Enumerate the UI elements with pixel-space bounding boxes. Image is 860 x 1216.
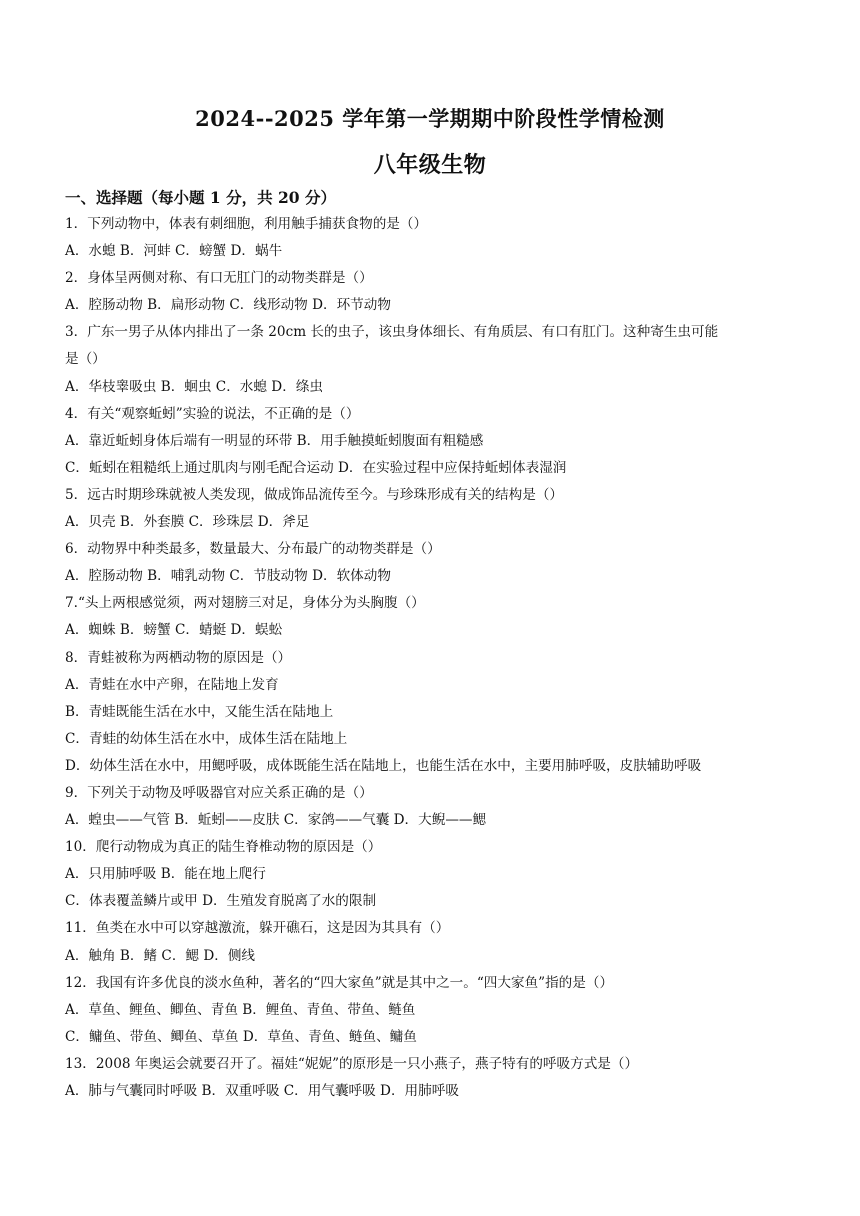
question-text: 3．广东一男子从体内排出了一条 20cm 长的虫子，该虫身体细长、有角质层、有口有肛门。这种寄生虫可能 bbox=[65, 324, 719, 341]
question-text: 8．青蛙被称为两栖动物的原因是（） bbox=[65, 649, 292, 666]
question-text: 2．身体呈两侧对称、有口无肛门的动物类群是（） bbox=[65, 270, 373, 287]
question-text: 12．我国有许多优良的淡水鱼种，著名的“四大家鱼”就是其中之一。“四大家鱼”指的是（） bbox=[65, 974, 614, 991]
answer-options: C．蚯蚓在粗糙纸上通过肌肉与刚毛配合运动 D．在实验过程中应保持蚯蚓体表湿润 bbox=[65, 459, 567, 476]
question-text: 11．鱼类在水中可以穿越激流，躲开礁石，这是因为其具有（） bbox=[65, 920, 450, 937]
answer-options: A．靠近蚯蚓身体后端有一明显的环带 B．用手触摸蚯蚓腹面有粗糙感 bbox=[65, 432, 484, 449]
answer-option: D．幼体生活在水中，用鳃呼吸，成体既能生活在陆地上，也能生活在水中，主要用肺呼吸，皮肤辅助呼吸 bbox=[65, 757, 702, 774]
answer-option: B．青蛙既能生活在水中，又能生活在陆地上 bbox=[65, 703, 334, 720]
answer-options: A．肺与气囊同时呼吸 B．双重呼吸 C．用气囊呼吸 D．用肺呼吸 bbox=[65, 1083, 459, 1099]
answer-option: C．青蛙的幼体生活在水中，成体生活在陆地上 bbox=[65, 730, 348, 747]
answer-options: A．蝗虫——气管 B．蚯蚓——皮肤 C．家鸽——气囊 D．大鲵——鳃 bbox=[65, 812, 487, 829]
section-heading: 一、选择题（每小题 1 分，共 20 分） bbox=[65, 188, 336, 207]
answer-options: C．体表覆盖鳞片或甲 D．生殖发育脱离了水的限制 bbox=[65, 893, 377, 910]
question-text: 10．爬行动物成为真正的陆生脊椎动物的原因是（） bbox=[65, 839, 382, 856]
answer-options: C．鳙鱼、带鱼、鲫鱼、草鱼 D．草鱼、青鱼、鲢鱼、鳙鱼 bbox=[65, 1028, 417, 1045]
question-text: 9．下列关于动物及呼吸器官对应关系正确的是（） bbox=[65, 784, 373, 801]
question-text: 是（） bbox=[65, 351, 106, 368]
answer-options: A．腔肠动物 B．哺乳动物 C．节肢动物 D．软体动物 bbox=[65, 568, 391, 585]
answer-option: A．青蛙在水中产卵，在陆地上发育 bbox=[65, 676, 279, 693]
question-text: 6．动物界中种类最多，数量最大、分布最广的动物类群是（） bbox=[65, 541, 441, 558]
answer-options: A．只用肺呼吸 B．能在地上爬行 bbox=[65, 866, 266, 883]
question-text: 7.“头上两根感觉须，两对翅膀三对足，身体分为头胸腹（） bbox=[65, 595, 425, 612]
question-text: 1．下列动物中，体表有刺细胞，利用触手捕获食物的是（） bbox=[65, 216, 428, 232]
answer-options: A．触角 B．鳍 C．鳃 D．侧线 bbox=[65, 947, 256, 964]
answer-options: A．贝壳 B．外套膜 C．珍珠层 D．斧足 bbox=[65, 514, 310, 531]
question-text: 5．远古时期珍珠就被人类发现，做成饰品流传至今。与珍珠形成有关的结构是（） bbox=[65, 486, 564, 503]
exam-subtitle: 八年级生物 bbox=[373, 152, 487, 178]
exam-title: 2024--2025 学年第一学期期中阶段性学情检测 bbox=[195, 106, 665, 131]
question-text: 13．2008 年奥运会就要召开了。福娃“妮妮”的原形是一只小燕子，燕子特有的呼吸方式是（） bbox=[65, 1055, 639, 1072]
answer-options: A．腔肠动物 B．扁形动物 C．线形动物 D．环节动物 bbox=[65, 297, 391, 314]
question-text: 4．有关“观察蚯蚓”实验的说法，不正确的是（） bbox=[65, 405, 360, 422]
answer-options: A．蜘蛛 B．螃蟹 C．蜻蜓 D．蜈蚣 bbox=[65, 622, 283, 639]
answer-options: A．水螅 B．河蚌 C．螃蟹 D．蜗牛 bbox=[65, 243, 283, 260]
question-list bbox=[65, 211, 795, 1105]
answer-options: A．华枝睾吸虫 B．蛔虫 C．水螅 D．绦虫 bbox=[65, 378, 323, 395]
answer-options: A．草鱼、鲤鱼、鲫鱼、青鱼 B．鲤鱼、青鱼、带鱼、鲢鱼 bbox=[65, 1001, 416, 1018]
